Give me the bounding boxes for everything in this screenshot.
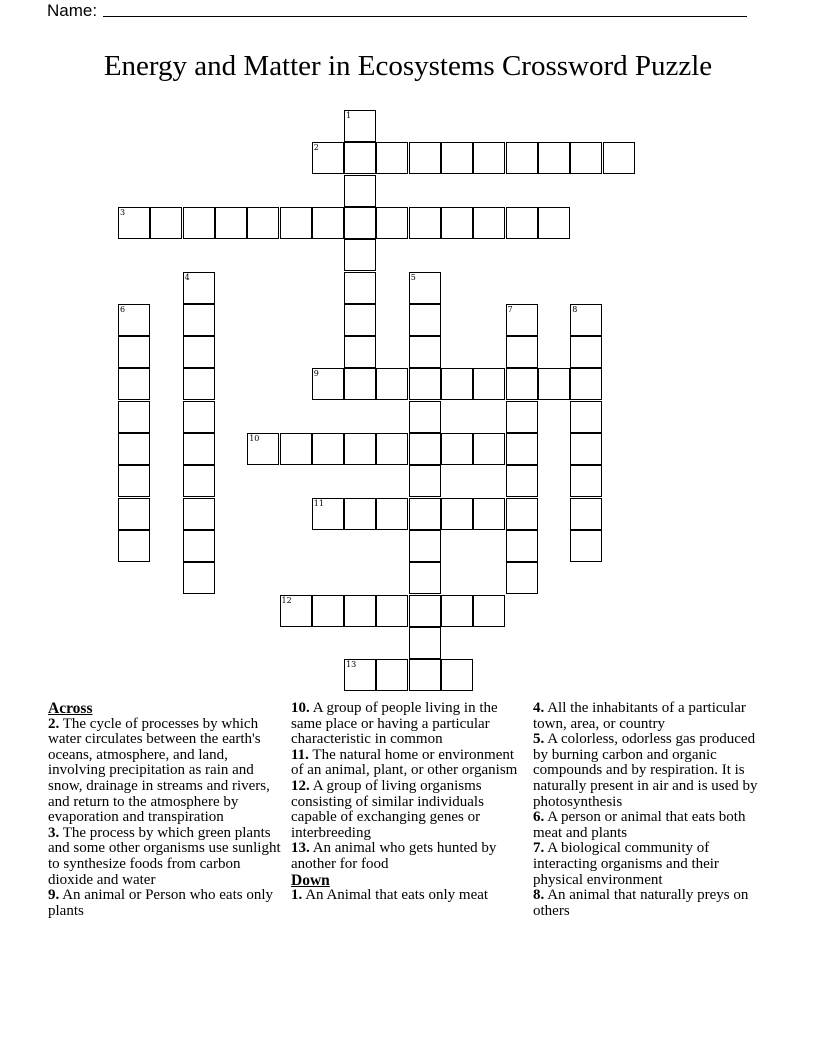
crossword-cell[interactable]	[506, 368, 538, 400]
crossword-cell[interactable]	[344, 272, 376, 304]
crossword-cell[interactable]	[506, 465, 538, 497]
crossword-cell[interactable]	[376, 207, 408, 239]
clue-down-1: 1. An Animal that eats only meat	[291, 887, 489, 904]
crossword-cell[interactable]	[312, 498, 344, 530]
clue-across-3: 3. The process by which green plants and some other organisms use sunlight to synthesize foods from carbon dioxide and water	[48, 824, 281, 888]
crossword-cell[interactable]	[409, 659, 441, 691]
crossword-cell[interactable]	[506, 336, 538, 368]
crossword-cell[interactable]	[473, 368, 505, 400]
crossword-cell[interactable]	[570, 530, 602, 562]
crossword-cell[interactable]	[409, 562, 441, 594]
crossword-cell[interactable]	[409, 595, 441, 627]
crossword-cell[interactable]	[409, 336, 441, 368]
crossword-cell[interactable]	[506, 562, 538, 594]
clues-column-2	[291, 701, 527, 904]
crossword-cell[interactable]	[312, 207, 344, 239]
clue-across-2: 2. The cycle of processes by which water circulates between the earth's oceans, atmosphere, and land, involving precipitation as rain and snow, drainage in streams and rivers, and return to the atmosphere by evaporation and transpiration	[48, 715, 270, 826]
crossword-cell[interactable]	[344, 368, 376, 400]
clue-number-label: 9	[313, 369, 319, 379]
name-label: Name:	[47, 1, 98, 20]
crossword-cell[interactable]	[376, 595, 408, 627]
crossword-cell[interactable]	[183, 304, 215, 336]
crossword-cell[interactable]	[409, 530, 441, 562]
crossword-cell[interactable]	[409, 304, 441, 336]
clue-across-13: 13. An animal who gets hunted by another for food	[291, 840, 497, 872]
crossword-cell[interactable]	[570, 433, 602, 465]
clue-down-5: 5. A colorless, odorless gas produced by burning carbon and organic compounds and by respiration. It is naturally present in air and is used by photosynthesis	[533, 731, 758, 810]
crossword-cell[interactable]	[570, 142, 602, 174]
crossword-cell[interactable]	[409, 142, 441, 174]
crossword-cell[interactable]	[312, 368, 344, 400]
clue-down-6: 6. A person or animal that eats both meat and plants	[533, 809, 746, 841]
crossword-cell[interactable]	[570, 304, 602, 336]
crossword-cell[interactable]	[376, 368, 408, 400]
crossword-cell[interactable]	[570, 465, 602, 497]
crossword-cell[interactable]	[376, 498, 408, 530]
clue-down-8: 8. An animal that naturally preys on others	[533, 887, 749, 919]
crossword-cell[interactable]	[473, 433, 505, 465]
crossword-cell[interactable]	[603, 142, 635, 174]
crossword-cell[interactable]	[409, 207, 441, 239]
crossword-cell[interactable]	[570, 368, 602, 400]
crossword-cell[interactable]	[118, 368, 150, 400]
crossword-cell[interactable]	[280, 207, 312, 239]
crossword-cell[interactable]	[570, 498, 602, 530]
crossword-cell[interactable]	[538, 207, 570, 239]
clue-number-label: 4	[184, 272, 190, 282]
across-heading: Across	[48, 700, 93, 717]
clue-number-label: 10	[249, 434, 260, 443]
crossword-cell[interactable]	[183, 433, 215, 465]
clue-number-label: 8	[572, 304, 578, 314]
clue-number-label: 13	[346, 660, 357, 670]
page-title: Energy and Matter in Ecosystems Crossword Puzzle	[103, 50, 713, 82]
crossword-cell[interactable]	[506, 304, 538, 336]
crossword-cell[interactable]	[344, 142, 376, 174]
crossword-cell[interactable]	[118, 530, 150, 562]
crossword-cell[interactable]	[441, 659, 473, 691]
clue-across-10: 10. A group of people living in the same place or having a particular characteristic in common	[291, 700, 498, 748]
crossword-cell[interactable]	[183, 562, 215, 594]
clue-number-label: 7	[507, 304, 513, 314]
crossword-cell[interactable]	[409, 498, 441, 530]
crossword-cell[interactable]	[344, 304, 376, 336]
clue-across-12: 12. A group of living organisms consisting of similar individuals capable of exchanging genes or interbreeding	[291, 777, 484, 841]
crossword-cell[interactable]	[118, 465, 150, 497]
crossword-cell[interactable]	[280, 433, 312, 465]
clues-column-1	[48, 701, 284, 919]
clue-down-4: 4. All the inhabitants of a particular town, area, or country	[533, 700, 746, 732]
crossword-cell[interactable]	[344, 175, 376, 207]
crossword-cell[interactable]	[344, 498, 376, 530]
crossword-cell[interactable]	[183, 336, 215, 368]
crossword-cell[interactable]	[506, 530, 538, 562]
clue-number-label: 6	[120, 304, 126, 314]
crossword-cell[interactable]	[409, 433, 441, 465]
clue-across-9: 9. An animal or Person who eats only plants	[48, 887, 273, 919]
clue-across-11: 11. The natural home or environment of an animal, plant, or other organism	[291, 746, 518, 779]
crossword-cell[interactable]	[376, 142, 408, 174]
crossword-cell[interactable]	[344, 659, 376, 691]
clue-number-label: 3	[120, 207, 126, 217]
crossword-cell[interactable]	[441, 207, 473, 239]
crossword-cell[interactable]	[506, 401, 538, 433]
crossword-cell[interactable]	[538, 368, 570, 400]
crossword-cell[interactable]	[409, 368, 441, 400]
crossword-cell[interactable]	[118, 433, 150, 465]
crossword-cell[interactable]	[312, 595, 344, 627]
crossword-cell[interactable]	[183, 498, 215, 530]
crossword-cell[interactable]	[344, 595, 376, 627]
clue-number-label: 2	[313, 143, 319, 153]
crossword-cell[interactable]	[118, 207, 150, 239]
crossword-cell[interactable]	[344, 110, 376, 142]
crossword-cell[interactable]	[376, 659, 408, 691]
crossword-cell[interactable]	[376, 433, 408, 465]
crossword-cell[interactable]	[506, 207, 538, 239]
crossword-cell[interactable]	[473, 595, 505, 627]
crossword-cell[interactable]	[247, 207, 279, 239]
crossword-cell[interactable]	[280, 595, 312, 627]
crossword-cell[interactable]	[441, 433, 473, 465]
clue-number-label: 1	[346, 111, 352, 120]
crossword-cell[interactable]	[183, 465, 215, 497]
crossword-cell[interactable]	[441, 595, 473, 627]
crossword-cell[interactable]	[409, 272, 441, 304]
crossword-cell[interactable]	[506, 498, 538, 530]
down-heading: Down	[291, 871, 330, 889]
crossword-cell[interactable]	[409, 465, 441, 497]
clue-number-label: 5	[410, 272, 416, 282]
crossword-cell[interactable]	[570, 336, 602, 368]
crossword-cell[interactable]	[118, 336, 150, 368]
crossword-cell[interactable]	[183, 207, 215, 239]
crossword-cell[interactable]	[150, 207, 182, 239]
crossword-cell[interactable]	[183, 401, 215, 433]
crossword-cell[interactable]	[312, 142, 344, 174]
clue-number-label: 12	[281, 595, 292, 605]
clue-down-7: 7. A biological community of interacting organisms and their physical environment	[533, 840, 719, 888]
crossword-cell[interactable]	[506, 433, 538, 465]
crossword-cell[interactable]	[344, 433, 376, 465]
crossword-cell[interactable]	[344, 207, 376, 239]
crossword-cell[interactable]	[506, 142, 538, 174]
crossword-cell[interactable]	[183, 368, 215, 400]
crossword-cell[interactable]	[344, 239, 376, 271]
crossword-cell[interactable]	[473, 498, 505, 530]
crossword-cell[interactable]	[215, 207, 247, 239]
crossword-cell[interactable]	[118, 401, 150, 433]
crossword-cell[interactable]	[312, 433, 344, 465]
crossword-cell[interactable]	[409, 627, 441, 659]
crossword-cell[interactable]	[441, 142, 473, 174]
crossword-cell[interactable]	[473, 207, 505, 239]
crossword-cell[interactable]	[118, 498, 150, 530]
crossword-cell[interactable]	[344, 336, 376, 368]
crossword-cell[interactable]	[473, 142, 505, 174]
clues-column-3	[533, 701, 769, 919]
crossword-cell[interactable]	[183, 272, 215, 304]
crossword-cell[interactable]	[409, 401, 441, 433]
clue-number-label: 11	[313, 498, 324, 508]
crossword-cell[interactable]	[538, 142, 570, 174]
crossword-cell[interactable]	[570, 401, 602, 433]
crossword-cell[interactable]	[441, 498, 473, 530]
crossword-cell[interactable]	[118, 304, 150, 336]
crossword-cell[interactable]	[183, 530, 215, 562]
crossword-cell[interactable]	[247, 433, 279, 465]
crossword-cell[interactable]	[441, 368, 473, 400]
